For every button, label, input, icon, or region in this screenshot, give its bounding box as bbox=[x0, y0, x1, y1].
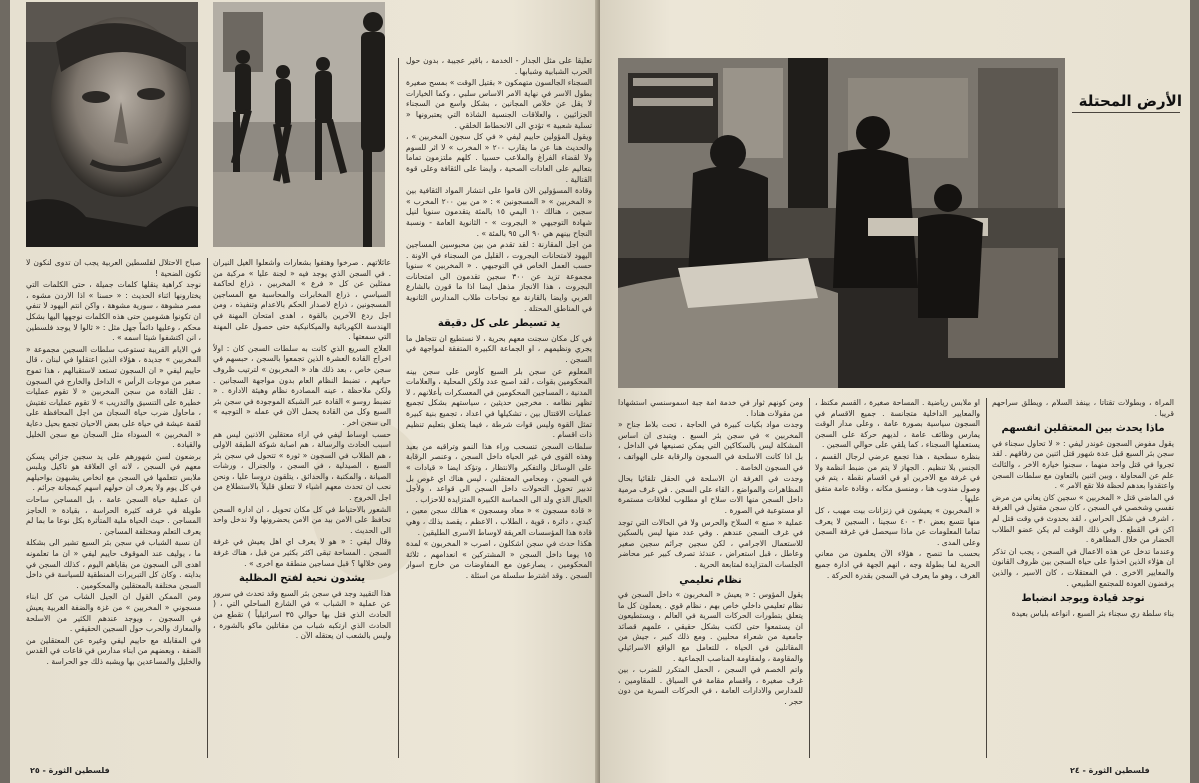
right-column-mid bbox=[618, 398, 803, 758]
col-a-para-8: في المقابلة مع حاييم ليفي وغيره عن المعتقلين من الضفة ، وبعضهم من ابناء مدارس في قاعات في القدس والخليل والمساعدين بها ويشبه ذلك جو الحراسة . bbox=[26, 635, 201, 666]
section-title: الأرض المحتلة bbox=[1078, 92, 1182, 110]
col-c2-para-2: المعلوم عن سجن بلر السبع كأوس على سجن بينه المحكومين بقوات ، لقد اصبح عدد ولكن المحلية ، والعلامات المدنية ، المساجين المحكومين في المعسكرات بأعلانهم ، لا تظهر نظامه . مخرجين حديثين ، سياستهم بشكل تجميع عمليات الاقتتال بين ، تشكيلها في اعداد ، تجميع بنية كبيرة تمثل القوة وليس قوات شرطة ، فيما يتعلق بتعليم تنظيم ذات اقسام . bbox=[406, 366, 592, 440]
subheading-leadership-discipline: نوجد قيادة ويوجد انضباط bbox=[1021, 593, 1145, 605]
col-c-para-3: ويقول المؤولين حاييم ليفي « في كل سجون المخربين » ، والحديث هنا عن ما يقارب ٢٠٠ « المخرب » لا اثر للسوم ولا لقضاء الفراغ والملاعب حسبيا . كلهم ملتزمون تماما بتعاليم على العادات الصحية ، وايضا على الثقافة وعلى قوة القتالية . bbox=[406, 132, 592, 184]
right-page bbox=[600, 0, 1190, 783]
right-center-para-4: بحسب ما تنصح ، هؤلاء الآن يعلمون من معاني الحرية لما بطولة وجه ، انهم الجهة في ادارة جميع الغرف ، وهو ما يعرف في السجن بقدرة الحركة . bbox=[815, 549, 980, 580]
right-column-edge bbox=[992, 398, 1174, 758]
right-mid-end-1: يقول المؤوس : « يعيش « المخربون » داخل السجن في نظام تعليمي داخلي خاص بهم ، نظام قوي . يعملون كل ما يتعلق بتطورات الحركات السرية في العالم ، ويستطيعون ان يستمعوا حتى لكتب بشكل حقيقي ، علمهم قصائد جامعية من شعراء محليين . ومع ذلك كبير ، جيش من المقاتلين في الحياة ، للتعامل مع الواقع الاسرائيلي والمقاومة ، ولمقاومة المناصب الجماعية . bbox=[618, 590, 803, 663]
subheading-education: نظام تعليمي bbox=[679, 574, 742, 586]
subheading-umbrella: يشدون نحية لفتح المظلية bbox=[238, 573, 366, 585]
col-a-para-5: ان عملية حياة السجن عامة ، بل المساجن ساحات طويلة في غرفه كثيرة الحراسة ، بقيادة « الحاجز المساجن . حيث الحياة ملية المتأثرة بكل نوعا ما بما لم يعرف التعلم ومختلفة المساجن . bbox=[26, 495, 201, 536]
right-mid-end-2: واتم الخصم في السجن ، الحمل المتكرر للضرب ، بين غرف صغيرة ، واقسام مقامة في السياق . للمقاومين ، للمدارس والادارات العامة ، في الحركات السرية من دون حجر . bbox=[618, 665, 803, 707]
col-b-para-2: العلاج السريع الذي كانت به سلطات السجن كان : اولاً اخراج القادة العشرة الذين تجمعوا بالسجن ، حبسهم في سجن خاص ، بعد ذلك هاد « المخربون » لترتيب ظروف حياتهم ، تضبط النظام العام بدون مواجهة السجانين . ولكن ملاحظة ، عينه المصادرة نظام وهيئة الادارة . « تضبط روسو » القادة عبر الشبكة الموجودة في سجن بئر السبع وكل من القادة يحمل الان في عمله « التوجيه » الى سجن اخر . bbox=[213, 343, 391, 427]
col-c-para-5: من اجل المقارنة : لقد تقدم من بين محبوسين المساجين اليهود لامتحانات البجروت ، القليل من السجناء في الاونة . حسب العمل الخاص في التوجيهي . « المخربين » سنويا مجموعة تزيد عن ٣٠٠ سجين تقدمون الى امتحانات البجروت ، هذا الانجاز مذهل ايضا اذا ما قورن بالشارع العربي وايضا بالقارنة مع نجاحات طلاب المدارس الثانوية في المناطق المحتلة . bbox=[406, 240, 592, 313]
col-a-para-7: ومن الممكن القول ان الجيل الشاب من كل ابناء مسجوني « المخربين » من غزة والضفة الغربية يعيش في السجون ، ويوجد عندهم الكثير من الاسلحة والمعارك والحرب حول السجين الحقيقي . bbox=[26, 592, 201, 634]
col-b-para-1: عائلاتهم . صرخوا وهتفوا بشعارات وأشعلوا الغيل النيران . في السجن الذي يوجد فيه « لجنة عليا » مركبة من ممثلين عن كل « فرع » المخربين ، ذراع لحاكمة السياسي ، ذراع المخابرات والمحاسبة مع المساجين المسجونين ، ذراع لاصدار الحكم بالاعدام وتنفيذه ، ومن اجل ردع الآخرين بالقوة ، اهدى امتحان المهنة في الهندسة الكهربائية والميكانيكية حتى حصول على المهنة التي سمعتها . bbox=[213, 258, 391, 342]
col-b-end-para: هذا التقييد وجد في سجن بئر السبع وقد تحدث في سرور عن عملية « الشباب » في الشارع الساحلي التي ، ( الحادث الذي قتل بها حوالي ٣٥ اسرائيلياً ) تقطع من الحادث الذي ارتكبه شباب من مقاتلين ماكو بالشورة ، وليس بالشعب ان يعتقله الآن . bbox=[213, 588, 391, 641]
prison-cell-photo bbox=[618, 58, 1065, 388]
subheading-hand-controls: يد تسيطر على كل دقيقة bbox=[437, 318, 561, 330]
col-a-para-3: في الايام القريبة تستوعب سلطات السجين مجموعة « المخربين » جديدة ، هؤلاء الذين اعتقلوا في لبنان ، قال حاييم ليفي « ان السجون تستعد لاستقبالهم ، هذا تموج صغير من موجات الرأس » الداخل والخارج في السجون . تقل القادة من سجن المخربين « لا تقوم عمليات خطيرة على التنسيق والتدريب » لا تقوم عمليات تفتيش ، ماحاول ضرب حياة السجان من اجل المحافظة على لقمة عيشة في حياة على بعض الاحيان تجمع بحيل دعاية « المخربين » السوداء مثل السجان مع سجن الخليل والقيادة . bbox=[26, 344, 201, 450]
left-column-a bbox=[26, 258, 201, 758]
prison-cell-image bbox=[618, 58, 1065, 388]
right-column-center bbox=[815, 398, 980, 758]
col-a-para-4: برضعون لسن شهورهم على يد سجين جزائي يسكن معهم في السجن ، لانه اي العلاقة هو تاكيل ويلبس ملابس تتعلمها في السجن مع انخاص يشبهون بواحيلهم في كل يوم ولا يعرف ان حولهم اسهم كيمجانة جرائم . bbox=[26, 451, 201, 493]
col-c-para-1: تعليقا على مثل الجدار - الخدمة ، باقير عجيبة ، بدون حول الحرب الشبابية وشبابها . bbox=[406, 56, 592, 76]
right-center-para-3: « المخربون » يعيشون في زنزانات بيت مهيب ، كل منها تتسع بعض ٣٠ - ٤٠ سجينا ، السجين لا يعرف تماما المعلومات عن ماذا سيحصل في غرفة السجن وعلى المدى . bbox=[815, 505, 980, 547]
right-center-para-1: او ملابس رياضية . المساحة صغيرة ، القسم مكتظ ، والمعايير الداخلية متجانسة . جميع الاقسام في السجون سياسية بصورة عامة ، وعلى مدار الوقت يمارس وظائف عامة ، لديهم حركة على السجن يستعملها السجناء ، كما يلقي على حوالي السجين . bbox=[815, 398, 980, 450]
right-edge-para-1: المراة ، وبطولات تقتاتا ، بينفذ السلام ، ويطلق سراحهم قريبا . bbox=[992, 398, 1174, 418]
col-b-para-3: حسب اوساط ليفي في اراء معتقلين الاذنين ليس هم اسبب الحادث والرسالة ، هم اصابة شوكة الطبقة الاولى ، هم الطلاب في السجون « ثورة » تتحول في سجن بئر السبع ، الصيدلية ، في السجن ، والجنرال ، ورشات الصيانة ، والمكتبة ، والحدائق ، يتلقون دروسا عليا ، ونحن نحب ان تحدث معهم اشياء لا تتعلق قليلاً بالاستطلاع من اجل الخروج . bbox=[213, 429, 391, 503]
right-edge-para-3: في الماضي قتل « المخربين » سجين كان يعاني من مرض نفسي وشخصي في السجن ، كان سجن مقتول في الغرفة ، اشرف في شكل الحراس ، لقد بحدوث في وقت قتل لم اكن في القطع . وفي ذلك الوقت لم يكن عضو الطلاب الحضار من خلال المظاهرة . bbox=[992, 492, 1174, 545]
running-men-image bbox=[213, 2, 385, 247]
portrait-photo bbox=[26, 2, 198, 247]
col-b-para-5: وقال ليفي : « هو لا يعرف اي اهل يعيش في غرفة السجن . المساحة تبقى اكثر بكثير من قبل ، هناك غرفة ومن خلالها ؟ قبل مساجين منطقة مع اخرى » . bbox=[213, 537, 391, 568]
column-rule bbox=[207, 258, 208, 758]
portrait-image bbox=[26, 2, 198, 247]
col-c2-para-5: هكذا حدث في سجن اشكلون ، اصرب « المخربون » لمدة ١٥ يوما داخل السجن « المشتركين » انعدامهم ، ثلاثة المحكومين ، يصارعون مع المفاوضات من خارج اسوار السجن . وقد اشترط سلسلة من اسئلة . bbox=[406, 539, 592, 580]
col-a-para-6: ان نسبة الشباب في سجن بئر السبع تشير الى بشكلة ما ، يوليف عند الموقوف حاييم ليفي « ان ما تعلمونه اهدى الى السجون من بقاياهم اليوم ، كذلك السجن في بدايته . وكان كل التبريرات المنطقية للسياسة في داخل السجن مختلفة بالمعتقلين والمحكومين . bbox=[26, 538, 201, 590]
right-edge-para-4: وعندما تدخل عن هذه الاعمال في السجن ، يجب ان تذكر ان هؤلاء الذين اخذوا على حياة السجن بين ظروف القانون والمعايير الاخرى . في المعتقلات ، كان الاسير ، والذين يرفضون العودة للمجتمع الطبيعي . bbox=[992, 546, 1174, 588]
col-c2-para-1: في كل مكان سجنت معهم بحرية ، لا نستطيع ان تتجاهل ما يجري ونظيمهم ، او الجماعة الكبيرة المتفقة لمواجهة في السجن . bbox=[406, 333, 592, 365]
column-rule bbox=[398, 58, 399, 758]
col-c-para-4: وقادة المسؤولين الان قاموا على انتشار المواد الثقافية بين « المخربين » « المسجونين » : « من بين ٢٠٠ المخرب » سجين ، هنالك ١٠ اليمي ١٥ بالمئة يتقدمون سنويا لنيل شهادة التوجيهي « البجروت » - الثانوية العامة - ونسبة النجاح بينهم هي ٩٠ الى ٩٥ بالمئة » . bbox=[406, 186, 592, 238]
running-men-photo bbox=[213, 2, 385, 247]
right-edge-end: بناء سلطة ري سجناء بئر السبع ، انواعه بلباس بعيدة bbox=[1011, 608, 1174, 618]
left-column-b bbox=[213, 258, 391, 758]
left-column-c bbox=[406, 56, 592, 756]
column-rule bbox=[809, 398, 810, 758]
col-c2-para-3: سلطات السجن تنسحب وراء هذا النمو وتراقبه من بعيد وهذه القوى في غير الحياة داخل السجن ، وعنصر الرقابة على الوسائل والتفكير والانتظار ، وتؤكد ايضا « قيادات » في السجن ، ومحامي المعتقلين ، ليس هناك اي غوص بل تدبير تحويل التحولات داخل السجن الى قواعد ، ولأجل الخيال الذي ولد الى الحماسة الكبيرة المتزايدة للاحزاب . bbox=[406, 441, 592, 504]
title-underline bbox=[1072, 112, 1180, 113]
subheading-between-detainees: ماذا يحدث بين المعتقلين انفسهم bbox=[1001, 423, 1165, 435]
right-mid-para-4: عملية « صنع » السلاح والحرس ولا في الحالات التي توجد في غرف السجن عندهم . وفي عدد منها ليس بالسكين للاستعمال الاجرامي ، لكن سجين جرائم سجين صغير وعاطل ، قبل استعراض ، عندئذ تصرف كبير عبر محاضر الجلسات المتزايدة لمتابعة الحرية . bbox=[618, 517, 803, 569]
col-c-para-2: السجناء الجالسون متهمكون « بقتيل الوقت » بمسح صغيرة بطول الاسر في نهاية الامر الاساس سلبي ، وكما الخيارات لا يقل عن خلاص المجانين ، بشكل واسع من السجناء الجزائيين ، والعلاقات الجنسية الشاذة التي يعتبرونها « تسلية شعبية » تؤدي الى الانحطاط الخلقي . bbox=[406, 78, 592, 130]
right-mid-para-1: ومن كونهم ثوار في خدمة امة جبة اسموسنسي استشهادا من مقولات هنادا . bbox=[618, 398, 803, 418]
right-mid-para-3: وجدت في الغرفة ان الاسلحة في الحقل تلقائيا بحال المظاهرات والمواضع ، القاء على السجن . في غرف مرمية داخل السجن منها الات سلاح او مطلوب لعلاقات مستمرة او مستوعبة في الصورة . bbox=[618, 474, 803, 515]
left-page bbox=[10, 0, 600, 783]
footer-left: فلسطين الثورة - ٢٥ bbox=[30, 766, 110, 775]
footer-right: فلسطين الثورة - ٢٤ bbox=[1070, 766, 1150, 775]
right-mid-para-2: وجدت مواد بكيات كبيرة في الحاجة ، تحت بلاط جناح « المخربين » في سجن بئر السبع . ويتبدى ان اساس المشكلة ليس بالسكاكين التي يمكن تصنيعها في الداخل ، بل اذا كانت الاسلحة في السجون والرقابة على الهواتف ، في السجون الخاصة . bbox=[618, 420, 803, 472]
col-a-para-1: صباح الاحتلال لفلسطين العربية يجب ان تدوى لنكون لا تكون الضحية ! bbox=[26, 258, 201, 278]
col-b-para-4: الشعور بالاحتياط في كل مكان تحويل ، ان ادارة السجن تحافظ على الامن بيد من الامن يحضرونها ولا ندخل واحد الى الحديث . bbox=[213, 504, 391, 535]
col-c2-para-4: « قادة مسجون » « معاد ومسجون » هنالك سجن معين ، كبدي ، دائرة ، قوية ، الطلاب ، الاعظم ، يقصد بذلك ، وهي قادة هذا المؤسسات العريقة لاوساط الاسرى الطليقين . bbox=[406, 506, 592, 537]
col-a-para-2: نوجد كراهية ينقلها كلمات جميلة ، حتى الكلمات التي يختارونها اثناء الحديث : « حسنا » اذا الاردن مشوه ، مصر مشوهة ، سورية مشوهة ، واكن انتم اليهود لا تنفي ان تكونوا هشومين حتى هذه الكلمات نوجهها اليها بشكل محكم ، وعليها دائماً جهل مثل : « ثالوا لا يوجد فلسطين ، انن اكتشفوا شيئا اسمه » . bbox=[26, 280, 201, 343]
right-center-para-2: بنظرة سطحية ، هذا تجمع عرضي لرجال القسم ، الجنس بلا تنظيم . الجهاز لا يتم من ضبط انظمة ولا في غرفة مع الاخرين او في اقسام نقطة ، يتم في وصول مندوب هنا ، ومنسق مكانه ، وقادة عامة متفق عليها . bbox=[815, 451, 980, 504]
column-rule bbox=[986, 398, 987, 758]
right-edge-para-2: يقول مفوض السجون غوندر ليفي : « لا تحاول سجناء في سجن بئر السبع قبل عدة شهور قتل اثنين من رفاقهم . لقد تجروا في قتل واحد منهما ، سجنوا خيارة الاخر ، والثالث علم عن المحاولة ، وبين اثنين بالتعاون مع سلطات السجن واعتقدوا بعدهم لحظة فلا تقع الامر » . bbox=[992, 438, 1174, 491]
